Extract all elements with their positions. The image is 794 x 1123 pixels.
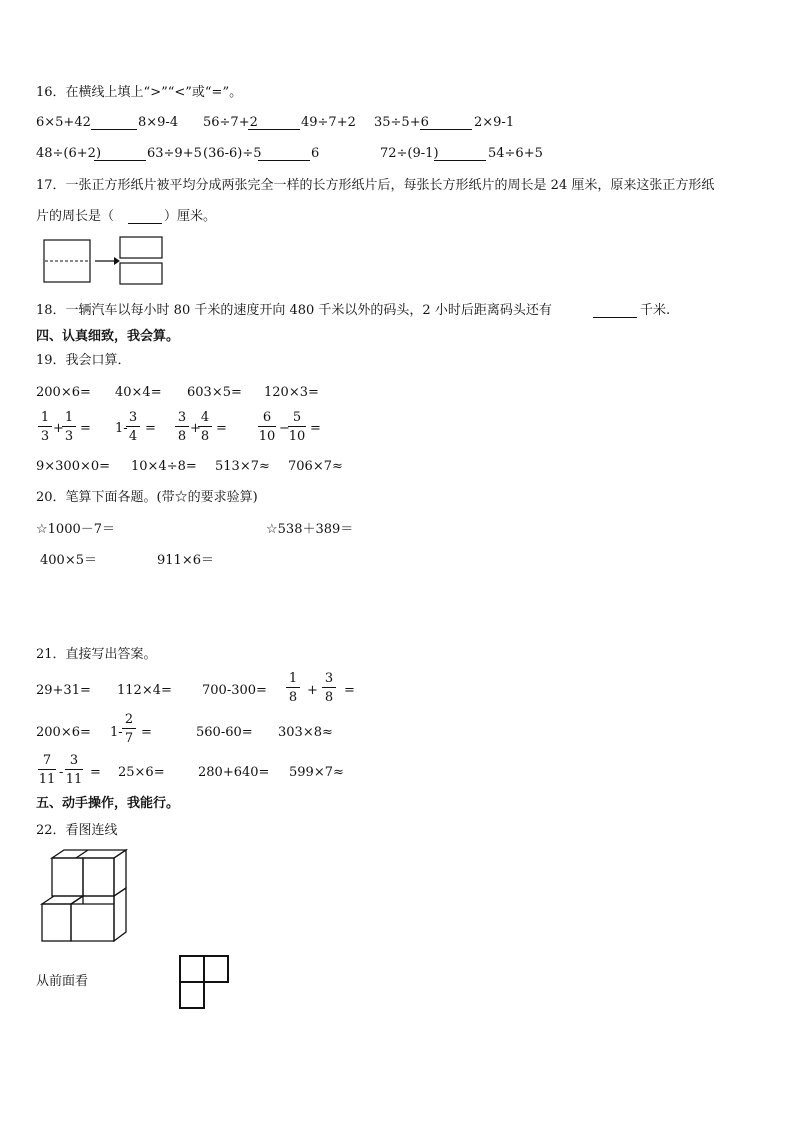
q21-r2-whole: 1- [110, 725, 123, 740]
q21-r3-frac-b [63, 754, 85, 786]
q22-title: 22．看图连线 [36, 823, 118, 838]
view-square-bottom-left [180, 982, 204, 1008]
q21-r1-1: 29+31= [36, 683, 91, 698]
section5-title: 五、动手操作，我能行。 [36, 796, 180, 811]
q17-line2-b: ）厘米。 [164, 209, 217, 224]
q21-r3-3: 599×7≈ [289, 765, 344, 780]
q22-front-view-shape[interactable] [178, 954, 232, 1010]
q16-r1-blank1[interactable] [91, 117, 137, 130]
numerator: 3 [69, 753, 79, 768]
q20-item4: 911×6＝ [157, 553, 214, 568]
q21-r1-frac-a [284, 672, 302, 704]
q16-r1-expr6: 2×9-1 [474, 115, 515, 130]
denominator: 8 [177, 429, 187, 444]
denominator: 7 [124, 731, 134, 746]
denominator: 8 [324, 690, 334, 705]
numerator: 1 [288, 671, 298, 686]
view-square-top-right [204, 956, 228, 982]
q21-r1-op: + [307, 683, 318, 698]
denominator: 8 [200, 429, 210, 444]
q21-r2-2: 560-60= [196, 725, 253, 740]
q21-r3-2: 280+640= [198, 765, 270, 780]
q16-r1-expr4: 49÷7+2 [301, 115, 356, 130]
rectangle-top [120, 237, 162, 258]
q21-r2-1: 200×6= [36, 725, 91, 740]
q19-frac5 [196, 411, 214, 443]
numerator: 3 [128, 410, 138, 425]
q16-r2-blank2[interactable] [258, 148, 310, 161]
q22-cube-figure [38, 848, 132, 946]
q19-r3-4: 706×7≈ [288, 459, 343, 474]
q19-frac2 [60, 411, 78, 443]
q18-text-a: 18．一辆汽车以每小时 80 千米的速度开向 480 千米以外的码头，2 小时后距离码头还有 [36, 303, 552, 318]
q21-r1-eq: = [344, 683, 355, 698]
denominator: 10 [288, 429, 306, 444]
q16-r2-blank1[interactable] [94, 148, 146, 161]
q19-op1: + [53, 421, 64, 436]
rectangle-bottom [120, 263, 162, 284]
q21-r3-frac-a [36, 754, 58, 786]
q19-frac3 [124, 411, 142, 443]
q16-r1-blank2[interactable] [248, 117, 300, 130]
q16-r1-blank3[interactable] [420, 117, 472, 130]
q16-r2-expr5: 72÷(9-1) [380, 146, 439, 161]
q19-r1-1: 200×6= [36, 385, 91, 400]
denominator: 3 [40, 429, 50, 444]
view-square-top-left [180, 956, 204, 982]
q21-r1-frac-b [320, 672, 338, 704]
q17-square-figure [42, 236, 166, 288]
q16-r1-expr3: 56÷7+2 [203, 115, 258, 130]
q19-eq4: = [310, 421, 321, 436]
q19-r1-4: 120×3= [264, 385, 319, 400]
q19-title: 19．我会口算． [36, 353, 131, 368]
q17-line2-a: 片的周长是（ [36, 209, 115, 224]
q21-r3-1: 25×6= [118, 765, 165, 780]
q20-item3: 400×5＝ [40, 553, 97, 568]
q16-r2-expr3: (36-6)÷5 [203, 146, 262, 161]
q21-title: 21．直接写出答案。 [36, 647, 157, 662]
q18-blank[interactable] [593, 305, 637, 318]
q21-r3-op: - [59, 765, 64, 780]
q19-op3: + [190, 421, 201, 436]
q17-blank[interactable] [128, 211, 162, 224]
numerator: 3 [177, 410, 187, 425]
numerator: 1 [64, 410, 74, 425]
q19-r1-2: 40×4= [115, 385, 162, 400]
q19-whole2: 1- [115, 421, 128, 436]
numerator: 2 [124, 712, 134, 727]
q16-r1-expr1: 6×5+42 [36, 115, 91, 130]
q17-line1: 17．一张正方形纸片被平均分成两张完全一样的长方形纸片后，每张长方形纸片的周长是 24 厘米，原来这张正方形纸 [36, 178, 715, 193]
q16-r1-expr2: 8×9-4 [138, 115, 179, 130]
q18-text-b: 千米. [640, 303, 671, 318]
numerator: 3 [324, 671, 334, 686]
numerator: 7 [42, 753, 52, 768]
q19-op4: − [279, 421, 290, 436]
q19-r3-1: 9×300×0= [36, 459, 111, 474]
q19-frac6 [256, 411, 278, 443]
q21-r2-eq: = [141, 725, 152, 740]
q20-item2: ☆538＋389＝ [266, 522, 354, 537]
q16-r1-expr5: 35÷5+6 [374, 115, 429, 130]
q21-r2-frac [120, 713, 138, 745]
section4-title: 四、认真细致，我会算。 [36, 329, 180, 344]
denominator: 10 [258, 429, 276, 444]
numerator: 5 [292, 410, 302, 425]
q16-r2-blank3[interactable] [434, 148, 486, 161]
q19-frac1 [36, 411, 54, 443]
q19-frac7 [286, 411, 308, 443]
denominator: 8 [288, 690, 298, 705]
denominator: 4 [128, 429, 138, 444]
numerator: 1 [40, 410, 50, 425]
q21-r2-3: 303×8≈ [278, 725, 333, 740]
q16-r2-expr4: 6 [311, 146, 320, 161]
q21-r3-eq: = [90, 765, 101, 780]
q21-r1-3: 700-300= [202, 683, 267, 698]
denominator: 11 [65, 772, 83, 787]
q19-r1-3: 603×5= [187, 385, 242, 400]
q19-eq2: = [145, 421, 156, 436]
arrow-right-icon [114, 257, 120, 265]
denominator: 3 [64, 429, 74, 444]
denominator: 11 [38, 772, 56, 787]
q20-title: 20．笔算下面各题。(带☆的要求验算) [36, 490, 258, 505]
q20-item1: ☆1000－7＝ [36, 522, 116, 537]
numerator: 6 [262, 410, 272, 425]
numerator: 4 [200, 410, 210, 425]
q16-r2-expr1: 48÷(6+2) [36, 146, 102, 161]
q16-title: 16．在横线上填上“>”“<”或“=”。 [36, 85, 243, 100]
q19-frac4 [173, 411, 191, 443]
q21-r1-2: 112×4= [117, 683, 172, 698]
q19-eq3: = [216, 421, 227, 436]
q19-r3-2: 10×4÷8= [131, 459, 197, 474]
q19-r3-3: 513×7≈ [215, 459, 270, 474]
q22-label-front-view: 从前面看 [36, 974, 89, 989]
q16-r2-expr6: 54÷6+5 [488, 146, 543, 161]
q19-eq1: = [80, 421, 91, 436]
q16-r2-expr2: 63÷9+5 [147, 146, 202, 161]
